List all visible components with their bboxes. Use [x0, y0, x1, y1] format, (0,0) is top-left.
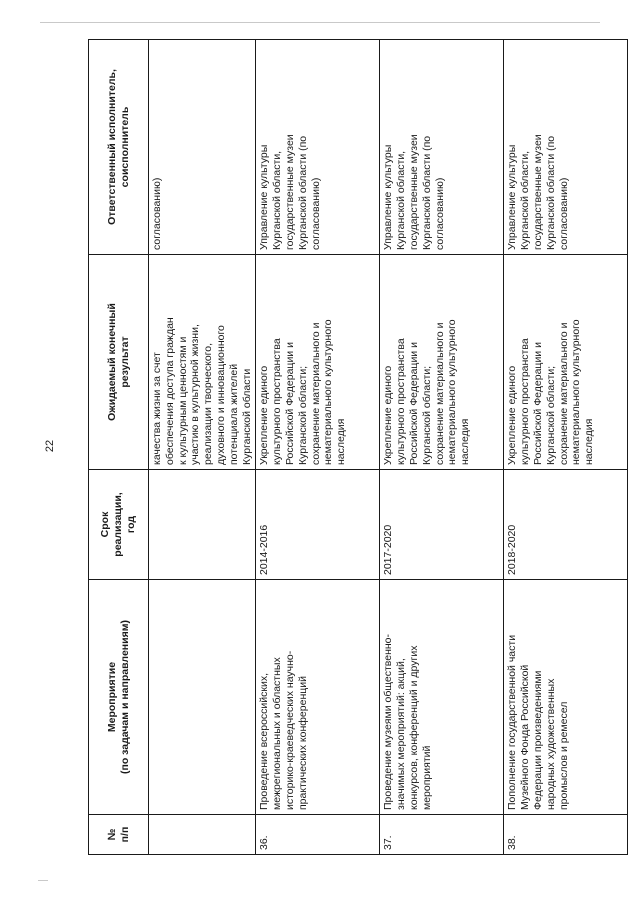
header-result: Ожидаемый конечный результат — [89, 255, 149, 470]
cell-executor: Управление культуры Курганской области, государственные музеи Курганской области (по согласованию) — [504, 40, 628, 255]
cell-num: 36. — [256, 815, 380, 855]
table-row-38 — [504, 40, 628, 855]
cell-period: 2018-2020 — [504, 470, 628, 580]
cell-result: качества жизни за счет обеспечения доступа граждан к культурным ценностям и участию в культурной жизни, реализации творческого, духовного и инновационного потенциала жителей Курганской области — [149, 255, 256, 470]
cell-result: Укрепление единого культурного пространства Российской Федерации и Курганской области; сохранение материального и нематериального культурного наследия — [380, 255, 504, 470]
header-event: Мероприятие (по задачам и направлениям) — [89, 580, 149, 815]
cell-period: 2017-2020 — [380, 470, 504, 580]
header-period: Срок реализации, год — [89, 470, 149, 580]
table-header-row — [89, 40, 149, 855]
header-num: № п/п — [89, 815, 149, 855]
scan-line-top — [40, 22, 600, 23]
cell-event: Проведение всероссийских, межрегиональных и областных историко-краеведческих научно- практических конференций — [256, 580, 380, 815]
cell-executor: Управление культуры Курганской области, государственные музеи Курганской области (по согласованию) — [256, 40, 380, 255]
cell-period: 2014-2016 — [256, 470, 380, 580]
cell-num: 38. — [504, 815, 628, 855]
scan-speck-left — [38, 880, 48, 881]
events-table — [88, 39, 628, 855]
cell-executor: согласованию) — [149, 40, 256, 255]
cell-event: Проведение музеями общественно- значимых мероприятий: акций, конкурсов, конференций и других мероприятий — [380, 580, 504, 815]
cell-num — [149, 815, 256, 855]
table-row-36 — [256, 40, 380, 855]
cell-result: Укрепление единого культурного пространства Российской Федерации и Курганской области; сохранение материального и нематериального культурного наследия — [504, 255, 628, 470]
cell-num: 37. — [380, 815, 504, 855]
header-executor: Ответственный исполнитель, соисполнитель — [89, 40, 149, 255]
cell-result: Укрепление единого культурного пространства Российской Федерации и Курганской области; сохранение материального и нематериального культурного наследия — [256, 255, 380, 470]
cell-event: Пополнение государственной части Музейного Фонда Российской Федерации произведениями народных художественных промыслов и ремесел — [504, 580, 628, 815]
cell-executor: Управление культуры Курганской области, государственные музеи Курганской области (по согласованию) — [380, 40, 504, 255]
page-number: 22 — [44, 439, 57, 453]
cell-event — [149, 580, 256, 815]
cell-period — [149, 470, 256, 580]
table-row-37 — [380, 40, 504, 855]
rotated-table-container — [88, 40, 618, 855]
table-row-continuation — [149, 40, 256, 855]
